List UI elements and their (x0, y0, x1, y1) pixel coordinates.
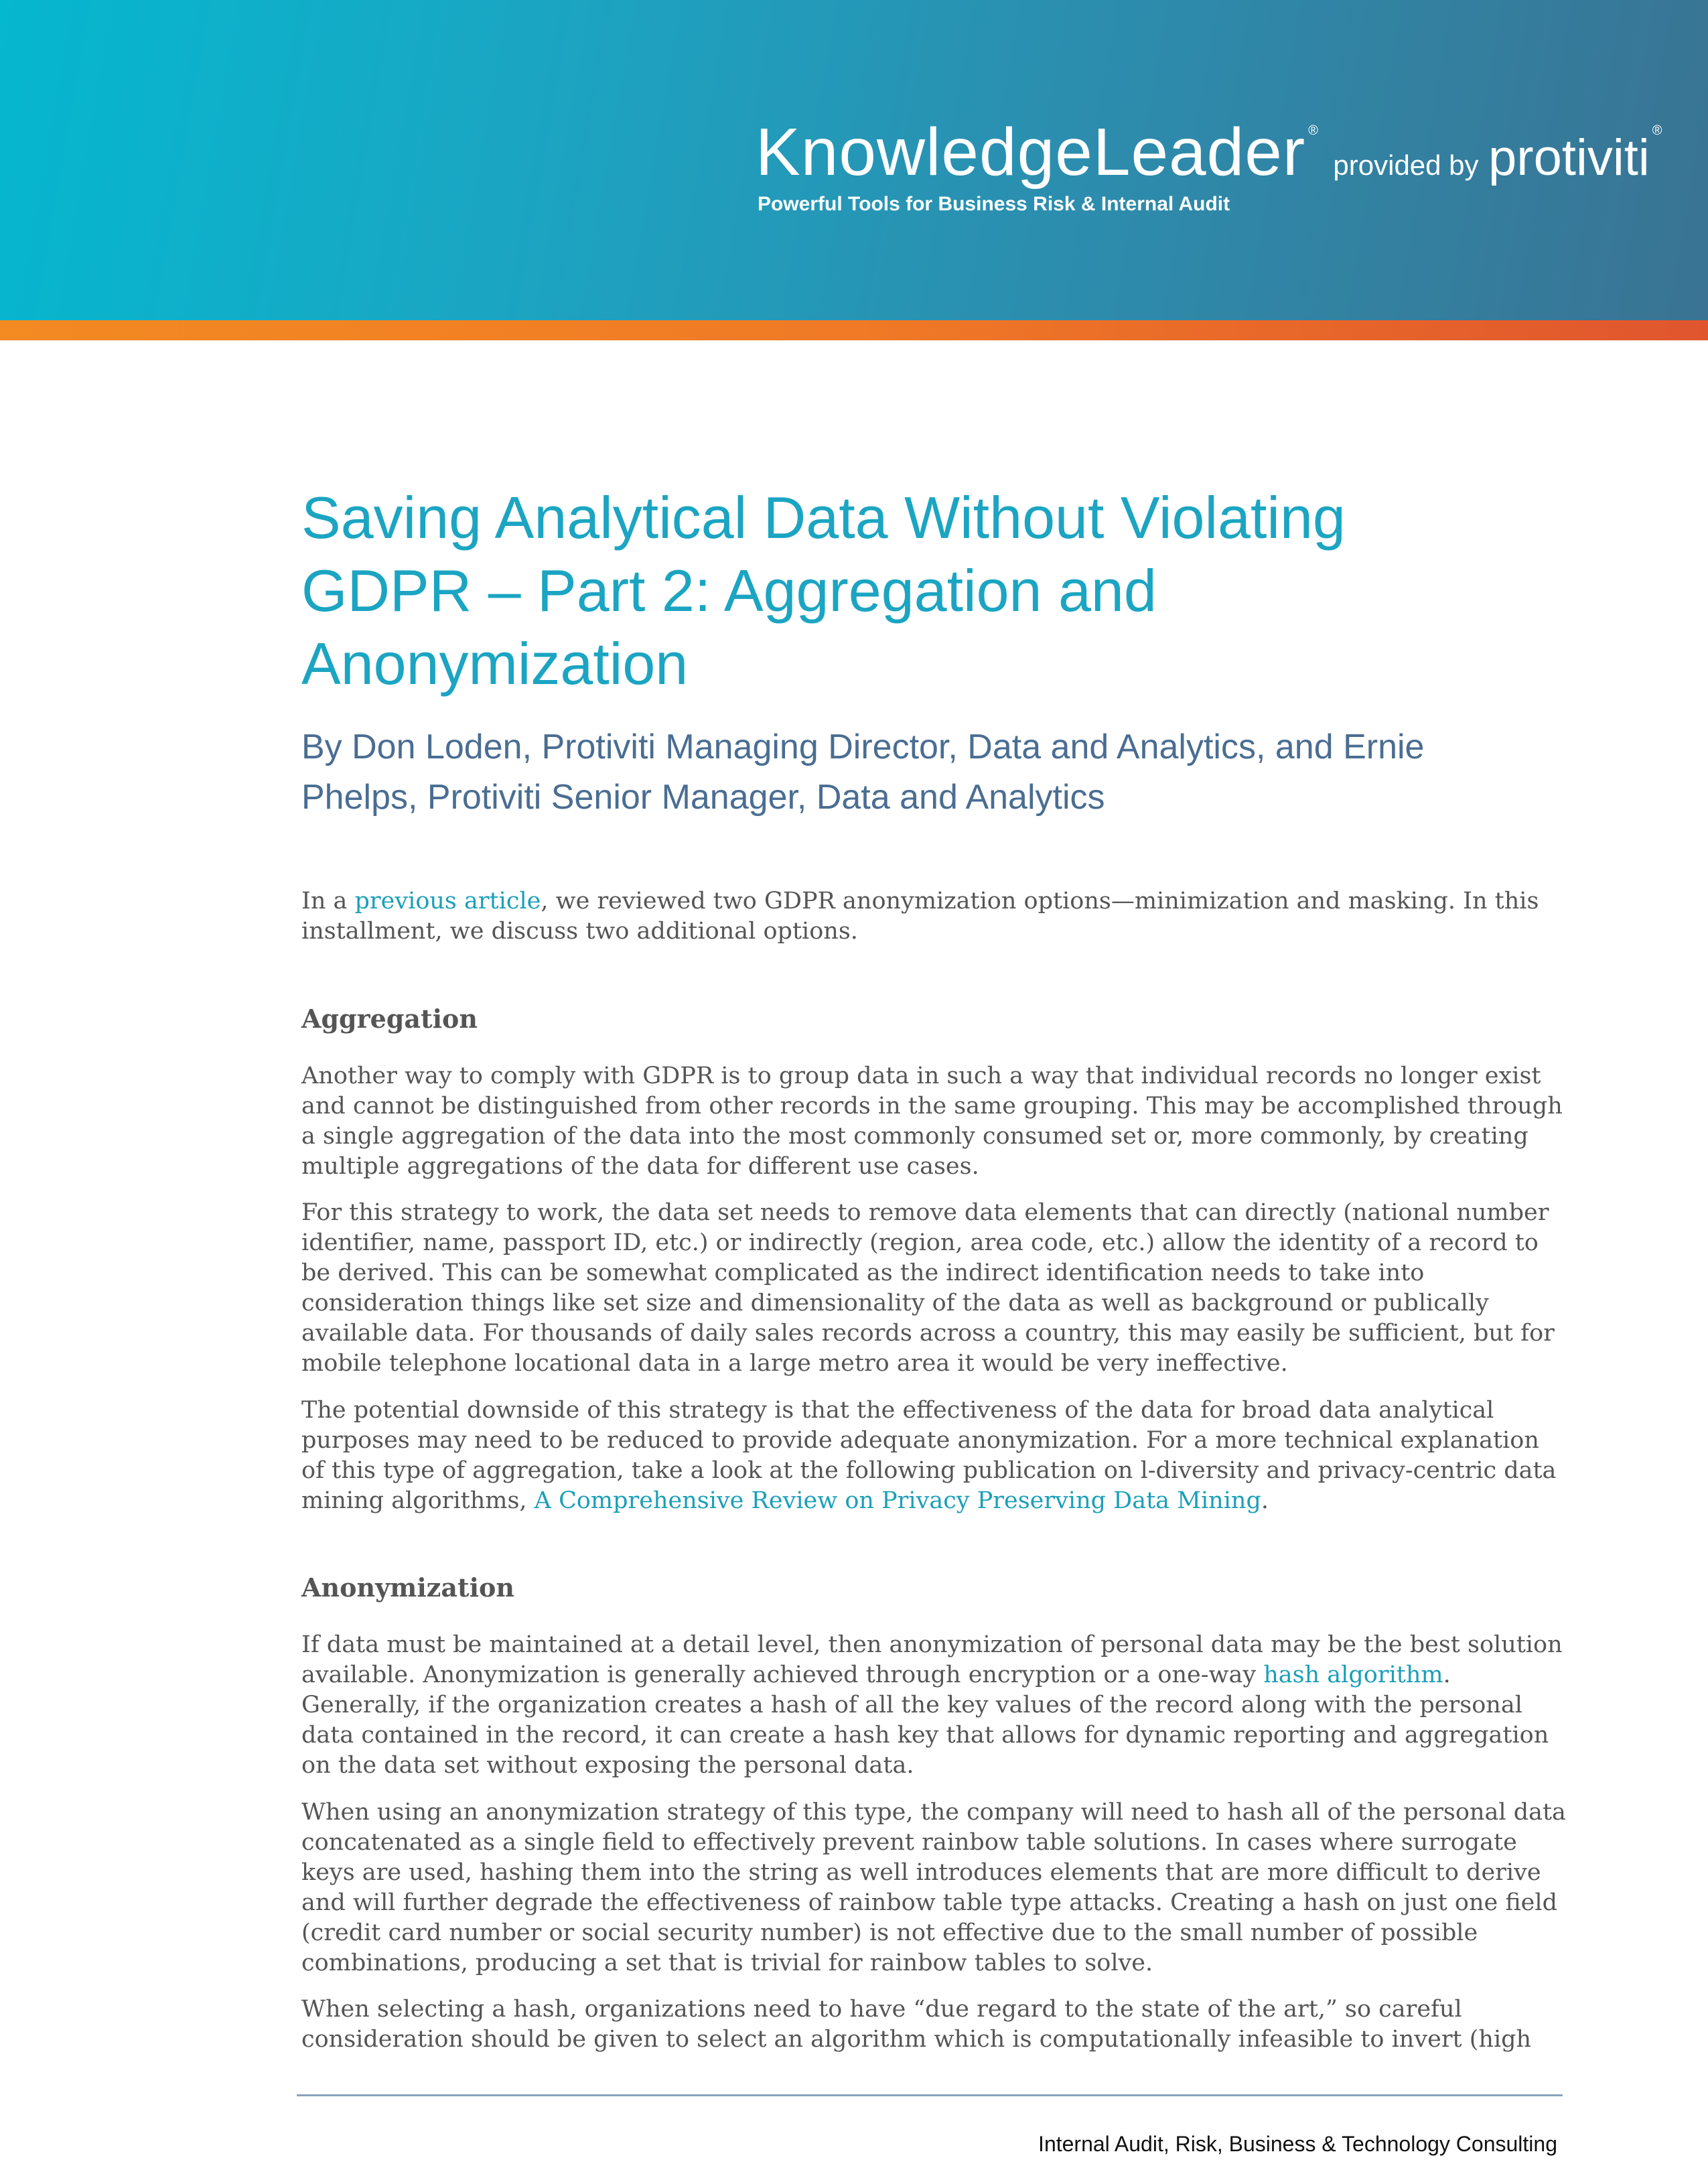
brand-reg-mark: ® (1308, 123, 1318, 138)
anonymization-paragraph-3: When selecting a hash, organizations need to have “due regard to the state of the art,” so careful consideration should be given to select an algorithm which is computationally infeasible to invert (high (301, 1996, 1532, 2053)
accent-stripe (0, 320, 1708, 340)
byline: By Don Loden, Protiviti Managing Director, Data and Analytics, and Ernie Phelps, Protiviti Senior Manager, Data and Analytics (301, 728, 1425, 817)
anonymization-paragraph-2: When using an anonymization strategy of this type, the company will need to hash all of the personal data concatenated as a single field to effectively prevent rainbow table solutions. In cases where surrogate keys are used, hashing them into the string as well introduces elements that are more difficult to derive and will further degrade the effectiveness of rainbow table type attacks. Creating a hash on just one field (credit card number or social security number) is not effective due to the small number of possible combinations, producing a set that is trivial for rainbow tables to solve. (301, 1799, 1566, 1976)
section-heading-anonymization: Anonymization (301, 1572, 514, 1603)
anonymization-paragraph-1: If data must be maintained at a detail level, then anonymization of personal data may be the best solution available. Anonymization is generally achieved through encryption or a one-way hash algorithm. Generally, if the organization creates a hash of all the key values of the record along with the personal data contained in the record, it can create a hash key that allows for dynamic reporting and aggregation on the data set without exposing the personal data. (301, 1631, 1563, 1779)
previous-article-link[interactable]: previous article (354, 888, 541, 914)
intro-paragraph: In a previous article, we reviewed two GDPR anonymization options—minimization and masking. In this installment, we discuss two additional options. (301, 888, 1539, 945)
brand-provided-by: provided by (1333, 149, 1479, 181)
brand-tagline: Powerful Tools for Business Risk & Internal Audit (758, 193, 1230, 215)
footer-divider (297, 2094, 1563, 2096)
brand-name: KnowledgeLeader (756, 115, 1306, 190)
brand-logo (756, 114, 1662, 191)
section-heading-aggregation: Aggregation (301, 1004, 478, 1034)
page-title: Saving Analytical Data Without Violating GDPR – Part 2: Aggregation and Anonymization (301, 484, 1346, 697)
aggregation-paragraph-2: For this strategy to work, the data set needs to remove data elements that can directly (national number identifier, name, passport ID, etc.) or indirectly (region, area code, etc.) allow the identity of a record to be derived. This can be somewhat complicated as the indirect identification needs to take into consideration things like set size and dimensionality of the data as well as background or publically available data. For thousands of daily sales records across a country, this may easily be sufficient, but for mobile telephone locational data in a large metro area it would be very ineffective. (301, 1199, 1555, 1377)
brand-company: protiviti (1488, 129, 1650, 186)
footer-text: Internal Audit, Risk, Business & Technology Consulting (1038, 2132, 1557, 2156)
company-reg-mark: ® (1652, 123, 1662, 138)
hash-algorithm-link[interactable]: hash algorithm (1263, 1662, 1443, 1688)
aggregation-paragraph-1: Another way to comply with GDPR is to group data in such a way that individual records no longer exist and cannot be distinguished from other records in the same grouping. This may be accomplished through a single aggregation of the data into the most commonly consumed set or, more commonly, by creating multiple aggregations of the data for different use cases. (301, 1063, 1563, 1180)
privacy-review-link[interactable]: A Comprehensive Review on Privacy Preserving Data Mining (534, 1487, 1261, 1514)
aggregation-paragraph-3: The potential downside of this strategy is that the effectiveness of the data for broad data analytical purposes may need to be reduced to provide adequate anonymization. For a more technical explanation of this type of aggregation, take a look at the following publication on l-diversity and privacy-centric data mining algorithms, A Comprehensive Review on Privacy Preserving Data Mining. (301, 1397, 1557, 1514)
